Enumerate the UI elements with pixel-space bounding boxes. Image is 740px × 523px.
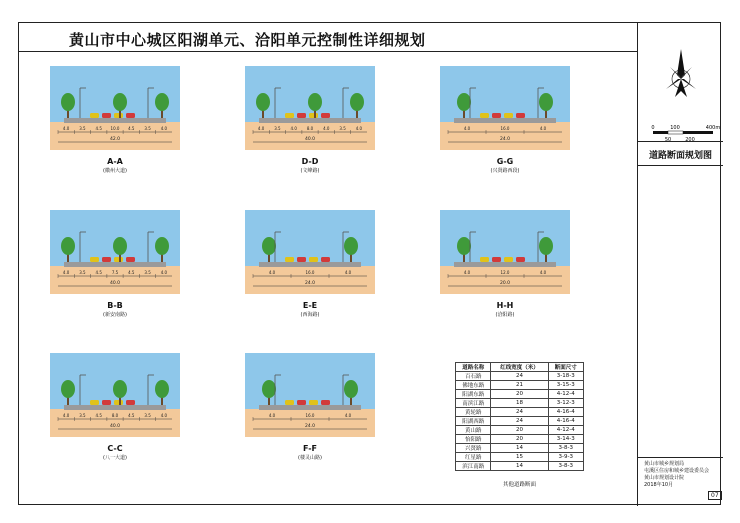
tree-icon [539,93,553,111]
table-cell: 兴贤路 [456,444,491,453]
car-icon [90,113,99,118]
label-strip [50,150,180,156]
scale-tick-400: 400m [705,125,720,131]
tree-icon [61,380,75,398]
section-label: G-G [496,157,514,166]
car-icon [480,257,489,262]
tree-icon [539,237,553,255]
table-cell: 20 [491,426,548,435]
carriageway [454,262,556,267]
dimension-label: 10.0 [110,126,120,131]
car-icon [492,257,501,262]
car-icon [516,113,525,118]
carriageway [454,118,556,123]
tree-icon [113,380,127,398]
table-row [456,453,584,462]
drawing-name: 道路断面规划图 [648,151,712,161]
table-cell: 南滨江路 [456,399,491,408]
cross-section-drawing [50,210,180,300]
table-row [456,381,584,390]
section-label: F-F [302,444,317,453]
dimension-label: 3.5 [144,126,151,131]
dimension-label: 4.0 [355,126,363,131]
section-road-name: (楼灵山路) [298,455,322,461]
dimension-label: 3.5 [144,413,151,418]
table-header-row [456,363,584,372]
car-icon [114,113,123,118]
dimension-label: 4.0 [160,413,168,418]
dimension-label: 4.0 [268,413,276,418]
car-icon [102,257,111,262]
table-cell: 3-8-3 [548,462,583,471]
dimension-label: 3.5 [79,413,86,418]
cross-section-drawing [440,210,570,300]
title-block-divider [638,457,723,458]
table-row [456,435,584,444]
tree-icon [113,237,127,255]
car-icon [90,257,99,262]
total-width-label: 42.0 [109,137,121,142]
section-road-name: (兴贤路西段) [490,168,520,174]
table-row [456,408,584,417]
tree-icon [457,237,471,255]
tree-icon [262,237,276,255]
cross-section-a-a [50,66,180,174]
column-header: 道路名称 [456,363,491,372]
table-cell: 24 [491,417,548,426]
dimension-label: 4.0 [539,126,547,131]
table-cell: 21 [491,381,548,390]
issuer-line: 黄山市规划设计院 [644,475,685,481]
dimension-label: 16.0 [500,126,510,131]
car-icon [297,113,306,118]
carriageway [259,118,361,123]
scale-tick-0: 0 [651,125,655,131]
dimension-label: 4.0 [290,126,297,131]
issuer-line: 屯溪区住房和城乡建设委员会 [644,468,710,474]
table-caption: 其他道路断面 [502,482,536,488]
table-row [456,444,584,453]
dimension-label: 8.0 [111,413,119,418]
dimension-label: 4.0 [344,270,352,275]
table-cell: 3-8-3 [548,444,583,453]
car-icon [321,113,330,118]
total-width-label: 24.0 [499,137,511,142]
dimension-label: 3.5 [274,126,281,131]
carriageway [64,405,166,410]
car-icon [309,400,318,405]
table-cell: 3-9-3 [548,453,583,462]
car-icon [114,257,123,262]
cross-section-d-d [245,66,375,174]
cross-section-h-h [440,210,570,318]
cross-section-e-e [245,210,375,318]
car-icon [126,400,135,405]
table-cell: 18 [491,399,548,408]
table-cell: 3-14-3 [548,435,583,444]
dimension-label: 16.0 [305,270,315,275]
dimension-label: 4.0 [160,270,168,275]
table-row [456,417,584,426]
total-width-label: 24.0 [304,281,316,286]
section-label: C-C [107,444,123,453]
issuer-line: 黄山市城乡规划局 [644,461,685,467]
carriageway [64,262,166,267]
table-cell: 3-18-3 [548,372,583,381]
table-row [456,390,584,399]
tree-icon [155,237,169,255]
column-header: 红线宽度（米） [491,363,548,372]
cross-section-drawing [245,210,375,300]
dimension-label: 16.0 [305,413,315,418]
dimension-label: 4.5 [95,270,102,275]
table-cell: 4-16-4 [548,408,583,417]
car-icon [309,257,318,262]
tree-icon [155,380,169,398]
dimension-label: 3.5 [339,126,346,131]
dimension-label: 4.5 [128,413,135,418]
section-road-name: (徽州大道) [103,168,127,174]
cross-section-drawing [50,353,180,443]
car-icon [309,113,318,118]
tree-icon [155,93,169,111]
title-block-divider [638,141,723,142]
car-icon [114,400,123,405]
total-width-label: 40.0 [304,137,316,142]
label-strip [440,150,570,156]
table-row [456,372,584,381]
page-number: 07 [708,491,722,500]
section-label: A-A [107,157,123,166]
section-road-name: (西海路) [300,312,320,318]
label-strip [50,294,180,300]
label-strip [245,294,375,300]
page-title: 黄山市中心城区阳湖单元、洽阳单元控制性详细规划 [69,31,426,49]
cross-section-drawing [50,66,180,156]
table-row [456,399,584,408]
total-width-label: 40.0 [109,281,121,286]
table-cell: 阳湖西路 [456,417,491,426]
dimension-label: 4.0 [160,126,168,131]
dimension-label: 7.5 [111,270,119,275]
table-cell: 黄山路 [456,426,491,435]
section-label: E-E [302,301,318,310]
car-icon [297,257,306,262]
dimension-label: 4.0 [257,126,265,131]
tree-icon [113,93,127,111]
tree-icon [457,93,471,111]
dimension-label: 4.5 [95,413,102,418]
car-icon [504,257,513,262]
section-road-name: (八一大道) [103,455,127,461]
dimension-label: 3.5 [79,270,86,275]
issuer-block [644,461,709,489]
dimension-label: 4.0 [323,126,330,131]
column-header: 断面尺寸 [548,363,583,372]
table-cell: 红星路 [456,453,491,462]
table-cell: 14 [491,444,548,453]
total-width-label: 40.0 [109,424,121,429]
north-arrow-icon [656,45,706,105]
section-road-name: (新安南路) [103,312,127,318]
car-icon [126,113,135,118]
total-width-label: 24.0 [304,424,316,429]
table-row [456,426,584,435]
car-icon [480,113,489,118]
table-cell: 百石路 [456,372,491,381]
carriageway [64,118,166,123]
title-block-divider [638,165,723,166]
dimension-label: 4.0 [268,270,276,275]
road-table [455,362,584,471]
cross-section-drawing [245,66,375,156]
tree-icon [256,93,270,111]
dimension-label: 4.5 [95,126,102,131]
car-icon [102,113,111,118]
table-cell: 3-15-3 [548,381,583,390]
dimension-label: 4.0 [62,126,70,131]
carriageway [259,262,361,267]
table-cell: 4-16-4 [548,417,583,426]
car-icon [492,113,501,118]
dimension-label: 4.0 [344,413,352,418]
tree-icon [308,93,322,111]
car-icon [321,257,330,262]
cross-section-drawing [440,66,570,156]
table-cell: 黄轮路 [456,408,491,417]
scale-tick-200: 200 [685,137,695,143]
label-strip [245,150,375,156]
table-cell: 佛地东路 [456,381,491,390]
table-cell: 4-12-4 [548,426,583,435]
dimension-label: 3.5 [79,126,86,131]
car-icon [504,113,513,118]
tree-icon [262,380,276,398]
tree-icon [344,380,358,398]
section-label: H-H [496,301,514,310]
tree-icon [344,237,358,255]
dimension-label: 4.5 [128,126,135,131]
table-row [456,462,584,471]
section-label: D-D [301,157,319,166]
section-road-name: (文峰路) [300,168,320,174]
car-icon [285,113,294,118]
car-icon [102,400,111,405]
dimension-label: 8.0 [306,126,314,131]
label-strip [440,294,570,300]
table-cell: 15 [491,453,548,462]
section-label: B-B [107,301,123,310]
dimension-label: 4.0 [62,413,70,418]
carriageway [259,405,361,410]
cross-section-g-g [440,66,570,174]
dimension-label: 12.0 [500,270,510,275]
table-cell: 20 [491,390,548,399]
tree-icon [61,237,75,255]
car-icon [297,400,306,405]
dimension-label: 3.5 [144,270,151,275]
section-road-name: (洽阳路) [495,312,515,318]
table-cell: 滨江南路 [456,462,491,471]
issuer-line: 2018年10月 [644,482,674,488]
table-cell: 怡阳路 [456,435,491,444]
scale-tick-50: 50 [664,137,672,143]
car-icon [516,257,525,262]
label-strip [50,437,180,443]
table-cell: 24 [491,408,548,417]
cross-section-drawing [245,353,375,443]
scale-tick-100: 100 [670,125,680,131]
car-icon [90,400,99,405]
table-cell: 20 [491,435,548,444]
tree-icon [350,93,364,111]
tree-icon [61,93,75,111]
title-block [637,23,722,506]
car-icon [126,257,135,262]
table-cell: 4-12-4 [548,390,583,399]
table-cell: 阳湖东路 [456,390,491,399]
table-cell: 24 [491,372,548,381]
car-icon [285,257,294,262]
table-cell: 3-12-3 [548,399,583,408]
table-cell: 14 [491,462,548,471]
title-divider [19,51,637,52]
cross-section-b-b [50,210,180,318]
dimension-label: 4.0 [539,270,547,275]
dimension-label: 4.0 [463,270,471,275]
label-strip [245,437,375,443]
cross-section-f-f [245,353,375,461]
car-icon [285,400,294,405]
car-icon [321,400,330,405]
cross-section-c-c [50,353,180,461]
dimension-label: 4.0 [62,270,70,275]
total-width-label: 20.0 [499,281,511,286]
dimension-label: 4.0 [463,126,471,131]
dimension-label: 4.5 [128,270,135,275]
